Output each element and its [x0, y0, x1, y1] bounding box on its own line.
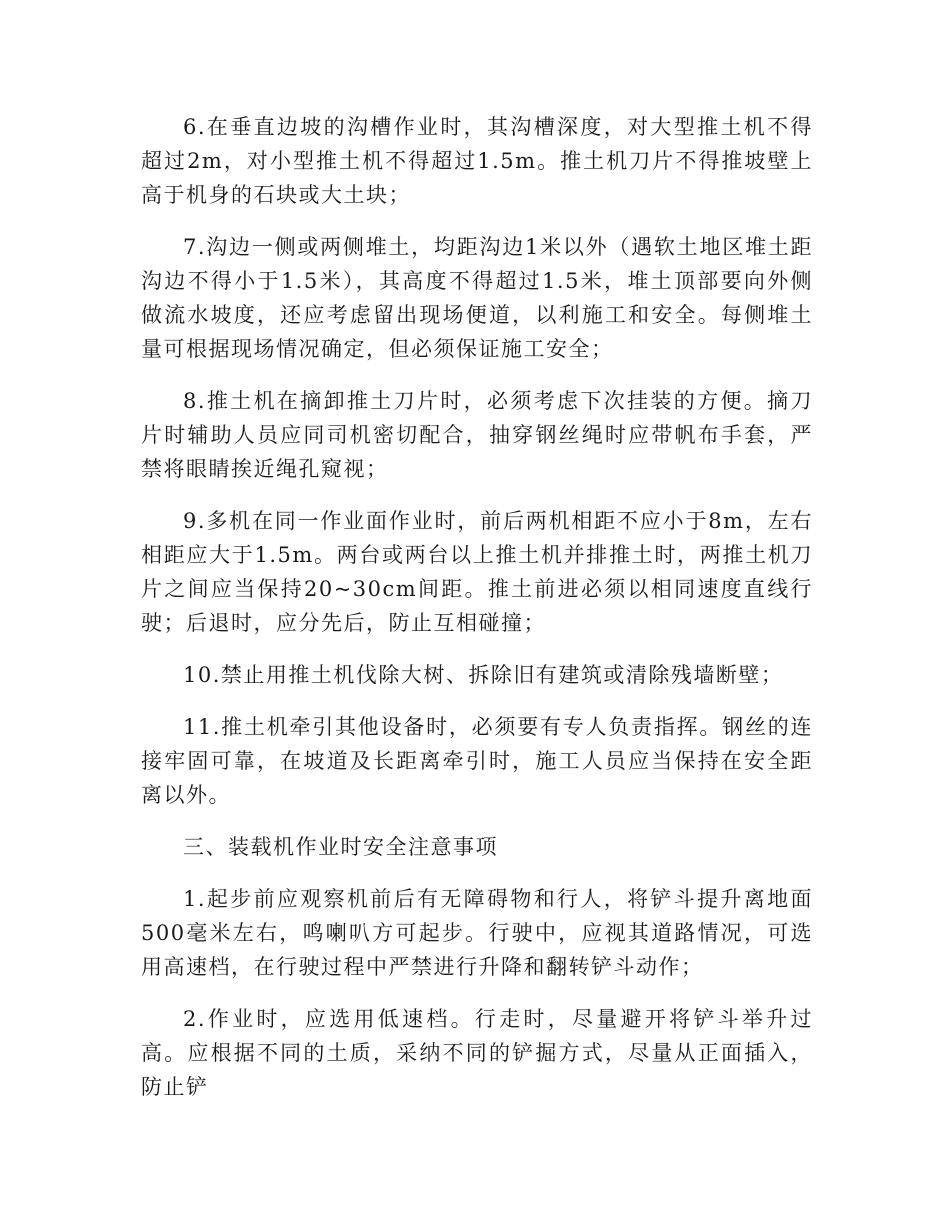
paragraph-8: 8.推土机在摘卸推土刀片时，必须考虑下次挂装的方便。摘刀片时辅助人员应同司机密切配合，抽穿钢丝绳时应带帆布手套，严禁将眼睛挨近绳孔窥视； — [141, 389, 813, 481]
section-heading-loader-safety: 三、装载机作业时安全注意事项 — [183, 835, 498, 859]
paragraph-6: 6.在垂直边坡的沟槽作业时，其沟槽深度，对大型推土机不得超过2m，对小型推土机不得超过1.5m。推土机刀片不得推坡壁上高于机身的石块或大土块； — [141, 115, 813, 207]
paragraph-11: 11.推土机牵引其他设备时，必须要有专人负责指挥。钢丝的连接牢固可靠，在坡道及长距离牵引时，施工人员应当保持在安全距离以外。 — [141, 715, 813, 807]
paragraph-loader-1: 1.起步前应观察机前后有无障碍物和行人，将铲斗提升离地面500毫米左右，鸣喇叭方可起步。行驶中，应视其道路情况，可选用高速档，在行驶过程中严禁进行升降和翻转铲斗动作； — [141, 887, 813, 979]
document-body — [141, 110, 813, 1122]
paragraph-7: 7.沟边一侧或两侧堆土，均距沟边1米以外（遇软土地区堆土距沟边不得小于1.5米），其高度不得超过1.5米，堆土顶部要向外侧做流水坡度，还应考虑留出现场便道，以利施工和安全。每侧堆土量可根据现场情况确定，但必须保证施工安全； — [141, 235, 813, 361]
paragraph-9: 9.多机在同一作业面作业时，前后两机相距不应小于8m，左右相距应大于1.5m。两台或两台以上推土机并排推土时，两推土机刀片之间应当保持20~30cm间距。推土前进必须以相同速度直线行驶；后退时，应分先后，防止互相碰撞； — [141, 509, 813, 635]
paragraph-10: 10.禁止用推土机伐除大树、拆除旧有建筑或清除残墙断壁； — [183, 663, 784, 687]
paragraph-loader-2: 2.作业时，应选用低速档。行走时，尽量避开将铲斗举升过高。应根据不同的土质，采纳不同的铲掘方式，尽量从正面插入，防止铲 — [141, 1007, 813, 1099]
